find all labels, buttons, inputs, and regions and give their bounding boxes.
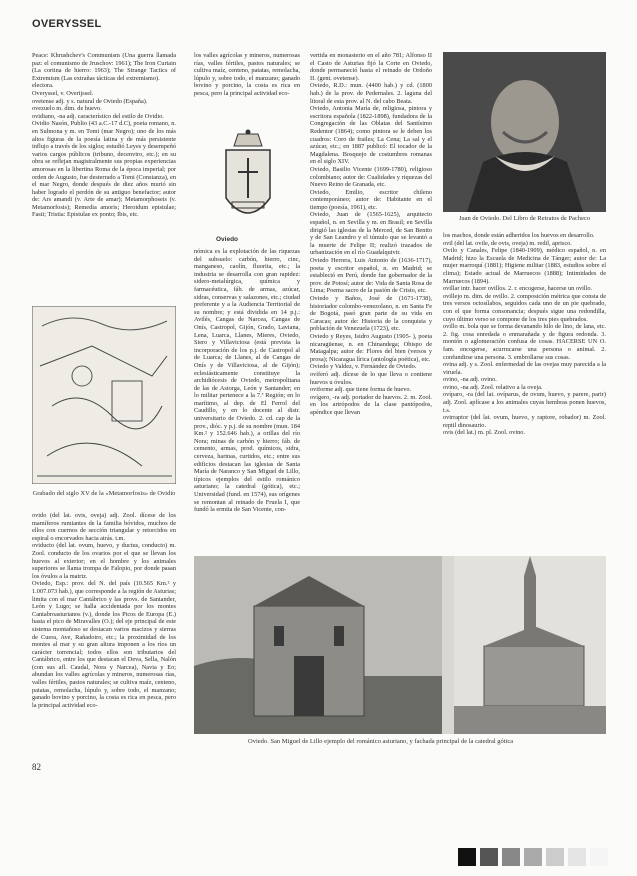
entry: ovillo m. bola que se forma devanando hilo de lino, de lana, etc. 2. fig. cosa enredada o enmarañada y de figura redonda. 3. montón o aglomeración confusa de cosas. HACERSE UN O. fam. encogerse, acurrucarse una persona o animal. 2. confundirse una persona. 3. embrollarse sus cosas. [443,323,606,361]
entry: ovezuelo m. dim. de huevo. [32,105,102,113]
entry: ovillejo m. dim. de ovillo. 2. composición métrica que consta de tres versos octosílabos, seguidos cada uno de un pie quebrado, con el que forma consonancia; después sigue una redondilla, cuyo último verso se compone de los tres pies quebrados. [443,292,606,323]
column-2-top [194,52,300,134]
color-bar [458,848,608,866]
entry: Oviedo y Reyes, Isidro Augusto (1905- ), poeta nicaragüense, n. en Chinandega; Obispo de Matagalpa; autor de: Flores del bien (versos y prosa); Nicaragua lírica (antología poética), etc. [310,332,432,363]
entry: ovíferó adj. dícese de lo que lleva o contiene huevos u óvulos. [310,370,432,386]
entry: Oviedo, R.D.: mun. (4400 hab.) y cd. (1800 hab.) de la prov. de Pedernales. 2. laguna del litoral de esta prov. al N. del cabo Beata. [310,82,432,105]
entry: Overyssel, v. Overijssel. [32,89,94,97]
column-1-bottom [32,512,176,760]
woodcut-caption: Grabado del siglo XV de la «Metamorfosis» de Ovidio [32,490,176,497]
column-1-top [32,52,176,302]
entry: Peace: Khrushchev's Communism (Una guerra llamada paz: el comunismo de Jruschov: 1961); The Iron Curtain (La cortina de hierro: 1963); The Strange Tactics of Extremism (Las extrañas tácticas del extremismo). [32,52,176,82]
entry: ovígero, -ra adj. portador de huevos. 2. m. Zool. en los artrópodos de la clase pantópodos, apéndice que llevan [310,393,432,416]
entry: ovetense adj. y s. natural de Oviedo (España). [32,97,148,105]
entry: ovina adj. y s. Zool. enfermedad de las ovejas muy parecida a la viruela. [443,361,606,376]
coat-of-arms-caption: Oviedo [216,236,239,243]
entry: Oviedo y Baños, José de (1671-1738), historiador colombo-venezolano, n. en Santa Fe de Bogotá, pasó gran parte de su vida en Caracas; autor de: Historia de la conquista y población de Venezuela (1723), etc. [310,295,432,333]
coat-of-arms-icon [218,128,278,232]
entry: ovillar intr. hacer ovillos. 2. r. encogerse, hacerse un ovillo. [443,285,593,293]
portrait-caption: Juan de Oviedo. Del Libro de Retratos de Pacheco [458,215,591,222]
photo-caption: Oviedo. San Miguel de Lillo ejemplo del románico asturiano, y fachada principal de la catedral gótica [248,738,514,745]
page-header: OVERYSSEL [32,18,102,30]
column-3 [310,52,432,548]
entry: los valles agrícolas y mineros, numerosas rías, valles fértiles, pastos naturales; se cultiva maíz, centeno, patatas, remolacha, lúpulo y, sobre todo, el manzano; ganado bovino y porcino, la costa es rica en pesca, pero la principal actividad eco- [194,52,300,97]
entry: Oviedo y Valdez, v. Fernández de Oviedo. [310,363,417,371]
woodcut-illustration [32,306,176,484]
entry: vertida en monasterio en el año 781; Alfonso II el Casto de Asturias fijó la Corte en Oviedo, donde permaneció hasta el reinado de Ordoño II. (gent. ovetense). [310,52,432,82]
entry: ovil (del lat. ovile, de ovis, oveja) m. redil, aprisco. [443,239,572,247]
church-photo [194,556,606,734]
entry: electora. [32,82,54,90]
column-4-bottom [443,232,606,548]
entry: oviducto (del lat. ovum, huevo, y ductus, conducto) m. Zool. conducto de los ovarios por el que se llevan los huevos al exterior; en el hombre y los animales superiores se llama trompa de Falopio, por donde pasan los óvulos a la matriz. [32,542,176,580]
entry: ovis (del lat.) m. pl. Zool. ovino. [443,429,526,437]
entry: ovíparo, -ra (del lat. ovíparus, de ovum, huevo, y parere, parir) adj. Zool. aplícase a los animales cuyas hembras ponen huevos, t.s. [443,391,606,414]
entry: Oviedo, Emilio, escritor chileno contemporáneo; autor de: Habitante en el tiempo (poesía, 1961), etc. [310,188,432,211]
page-number: 82 [32,762,41,772]
entry: ovido (del lat. ovis, oveja) adj. Zool. dícese de los mamíferos rumiantes de la familia bóvidos, muchos de ellos con cuernos de sección triangular y retorcidos en espiral o encorvados hacia atrás. t.m. [32,512,176,542]
entry: Oviedo, Esp.: prov. del N. del país (10.565 Km.² y 1.007.073 hab.), que corresponde a la región de Asturias; limita con el mar Cantábrico y las provs. de Santander, León y Lugo; se halla accidentada por los montes Cantabroasturianos (v.), donde los Picos de Europa (E.) hasta el pico de Miravalles (O.); del eje principal de este sistema montañoso se destacan varios macizos y sierras de Cuera, Ave, Rañadoiro, etc.; la proximidad de los montes al mar y su gran altura imponen a los ríos un carácter torrencial; todos ellos son tributarios del Cantábrico, entre los que destacan el Deva, Sella, Nalón (con sus afl. Caudal, Nora y Narcea), Navia y Eo; abundan los valles agrícolas y mineros, numerosas rías, valles fértiles, pastos naturales; se cultiva maíz, centeno, patatas, remolacha, lúpulo y, sobre todo, el manzano; ganado bovino y porcino, la costa es rica en pesca, pero la principal actividad eco- [32,580,176,709]
entry: ovino, -na adj. ovino. [443,376,497,384]
entry: ovidiano, -na adj. característico del estilo de Ovidio. [32,112,164,120]
portrait-image [443,52,606,212]
entry: nómica es la explotación de las riquezas del subsuelo: carbón, hierro, cinc, manganeso, caolín, fluorita, etc.; la industria se desarrolla con gran rapidez: sidero-metalúrgica, química y farmacéutica, fáb. de armas, azúcar, sidras, conservas y salazones, etc.; ciudad preferente y a la Audiencia Territorial de su nombre; y está dividida en 14 p.j.: Avilés, Cangas de Narcea, Cangas de Onís, Castropol, Gijón, Grado, Laviana, Lena, Luarca, Llanes, Mieres, Oviedo, Siero y Villaviciosa (está prevista la incorporación de los p.j. de Castropol al de Luarca; de Llanes, al de Cangas de Onís y de Villaviciosa, al de Gijón); eclesiásticamente constituye la archidiócesis de Oviedo, metropolitana de las de Astorga, León y Santander; en lo militar pertenece a la 7.ª Región; en lo marítimo, al dep. de El Ferrol del Caudillo, y en lo docente al distr. universitario de Oviedo. 2. cd. cap de la prov., dióc. y p.j. de su nombre (mun. 184 Km.² y 152.646 hab.), a orillas del río Nora; minas de carbón y hierro; fáb. de cemento, armas, prod. químicos, sidra, cerveza, harinas, curtidos, etc.; entre sus edificios destacan las iglesias de Santa María de Naranco y San Miguel de Lillo, típicos ejemplos del estilo románico asturiano; la catedral (gótica), etc.; Universidad (fund. en 1574), sus orígenes se remontan al reinado de Fruela I, que fundó la ermita de San Vicente, con- [194,248,300,514]
entry: Oviedo, Antonia María de, religiosa, pintora y escritora española (1822-1898), fundadora de la Congregación de las Oblatas del Santísimo Redentor (1864); como pintora se le deben los cuadros: Coro de frailes; La Cena; La sal y el azúcar, etc.; en 1887 publicó: El tocador de la Magdalena. Bosquejo de costumbres romanas en el siglo XIV. [310,105,432,166]
entry: ovirraptor (del lat. ovum, huevo, y raptore, robador) m. Zool. reptil dinosaurio. [443,414,606,429]
column-2-bottom [194,248,300,548]
entry: Oviedo Herrera, Luis Antonio de (1636-1717), poeta y escritor español, n. en Madrid; se estableció en Perú, donde fue gobernador de la prov. de Potosí; autor de: Vida de Santa Rosa de Lima; Poema sacro de la pasión de Cristo, etc. [310,257,432,295]
entry: Ovidio Nasón, Publio (43 a.C.-17 d.C), poeta romano, n. en Sulmona y m. en Tomi (mar Negro); uno de los más altos figuras de la poesía latina y de más persistente influjo a través de los siglos; estudió Leyes y desempeñó varios cargos públicos (tribuno, decenviro, etc.); en su obra se reflejan magistralmente sus propias experiencias amorosas en la libertina Roma de la época imperial; por orden de Augusto, fue desterrado a Tomi (Constanza), en el mar Negro, donde después de diez años murió sin haber logrado el perdón de su antiguo benefactor; autor de: Ars amandi (v. Arte de amar); Metamorphoseis (v. Metamorfosis); Remedia amoris; Heroidum epistulae; Fasti; Tristia: Epistulae ex ponto; Ibis, etc. [32,120,176,219]
entry: oviforme adj. que tiene forma de huevo. [310,386,412,394]
entry: Ovilo y Canales, Felipe (1840-1909), médico español, n. en Madrid; hizo la Escuela de Medicina de Tánger; autor de: La mujer marroquí (1881); Higiene militar (1883, estudios sobre el clima); Estado actual de Marruecos (1888); Intimidades de Marruecos (1894). [443,247,606,285]
entry: los machos, donde están adheridos los huevos en desarrollo. [443,232,595,239]
entry: ovino, -na adj. Zool. relativo a la oveja. [443,383,543,391]
entry: Oviedo, Juan de (1565-1625), arquitecto español, n. en Sevilla y m. en Brasil; en Sevilla dirigió las iglesias de la Merced, de San Benito y de San Leandro y el túmulo que se levantó a la muerte de Felipe II; realizó trazados de urbanización en el río Guadalquivir. [310,211,432,257]
entry: Oviedo, Basilio Vicente (1699-1780), religioso colombiano; autor de: Cualidades y riquezas del Nuevo Reino de Granada, etc. [310,165,432,189]
